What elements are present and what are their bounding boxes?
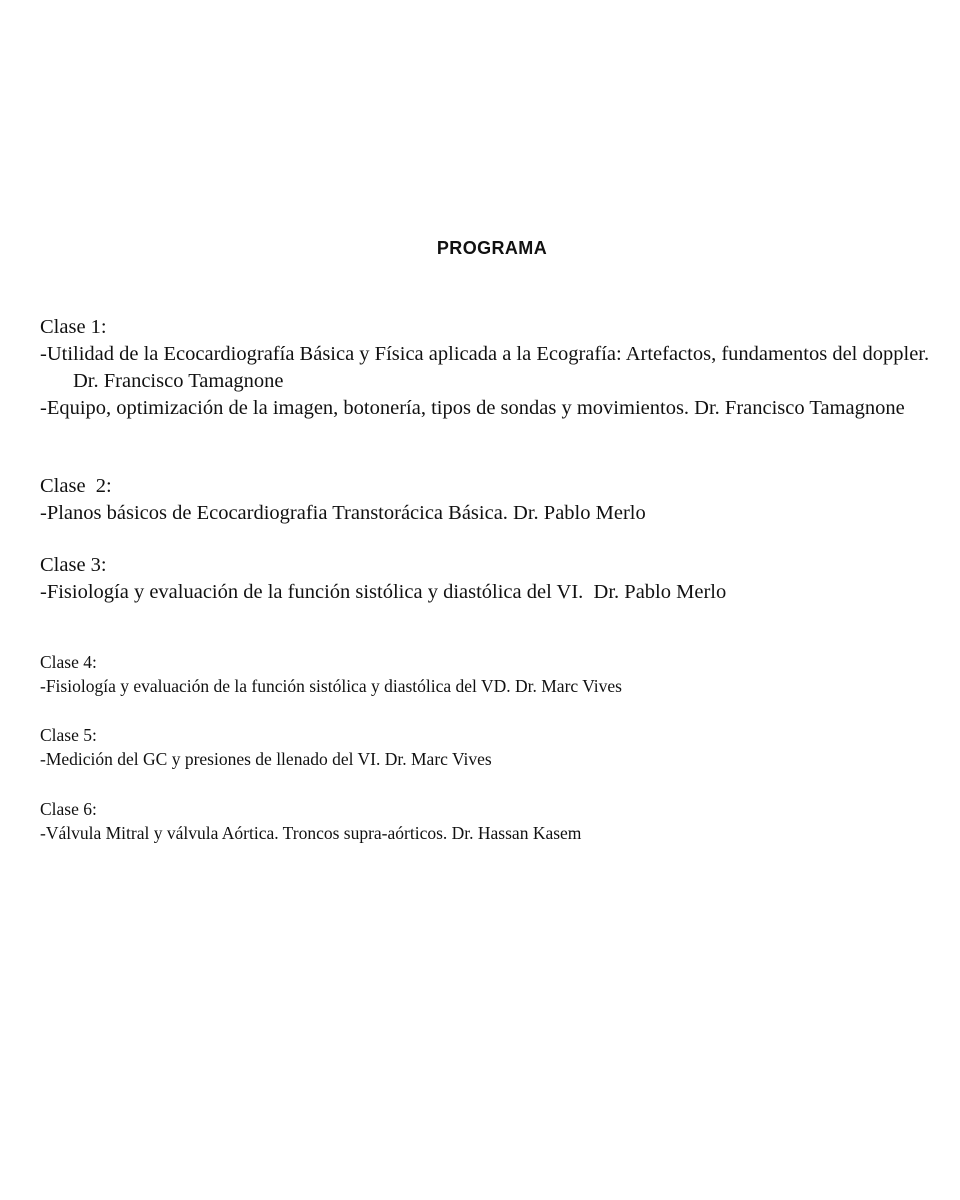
class-1-item-1: -Utilidad de la Ecocardiografía Básica y Física aplicada a la Ecografía: Artefactos, fundamentos del doppler. Dr. Francisco Tamagnone	[40, 343, 930, 392]
class-1-item-2: -Equipo, optimización de la imagen, botonería, tipos de sondas y movimientos. Dr. Francisco Tamagnone	[40, 397, 905, 419]
class-3-heading: Clase 3:	[40, 554, 107, 576]
class-6-section	[40, 797, 940, 845]
class-1-heading: Clase 1:	[40, 316, 107, 338]
class-2-item-1: -Planos básicos de Ecocardiografia Transtorácica Básica. Dr. Pablo Merlo	[40, 502, 646, 524]
class-2-heading: Clase 2:	[40, 475, 112, 497]
class-6-item-1: -Válvula Mitral y válvula Aórtica. Troncos supra-aórticos. Dr. Hassan Kasem	[40, 823, 582, 843]
class-5-section	[40, 723, 940, 771]
class-4-item-1: -Fisiología y evaluación de la función sistólica y diastólica del VD. Dr. Marc Vives	[40, 676, 622, 696]
class-4-heading: Clase 4:	[40, 652, 97, 672]
class-3-section	[40, 552, 940, 606]
class-3-item-1: -Fisiología y evaluación de la función sistólica y diastólica del VI. Dr. Pablo Merlo	[40, 581, 727, 603]
class-4-section	[40, 650, 940, 698]
class-5-heading: Clase 5:	[40, 725, 97, 745]
class-5-item-1: -Medición del GC y presiones de llenado del VI. Dr. Marc Vives	[40, 749, 492, 769]
class-1-section	[40, 314, 940, 422]
class-6-heading: Clase 6:	[40, 799, 97, 819]
page-title: PROGRAMA	[436, 238, 548, 258]
class-2-section	[40, 473, 940, 527]
